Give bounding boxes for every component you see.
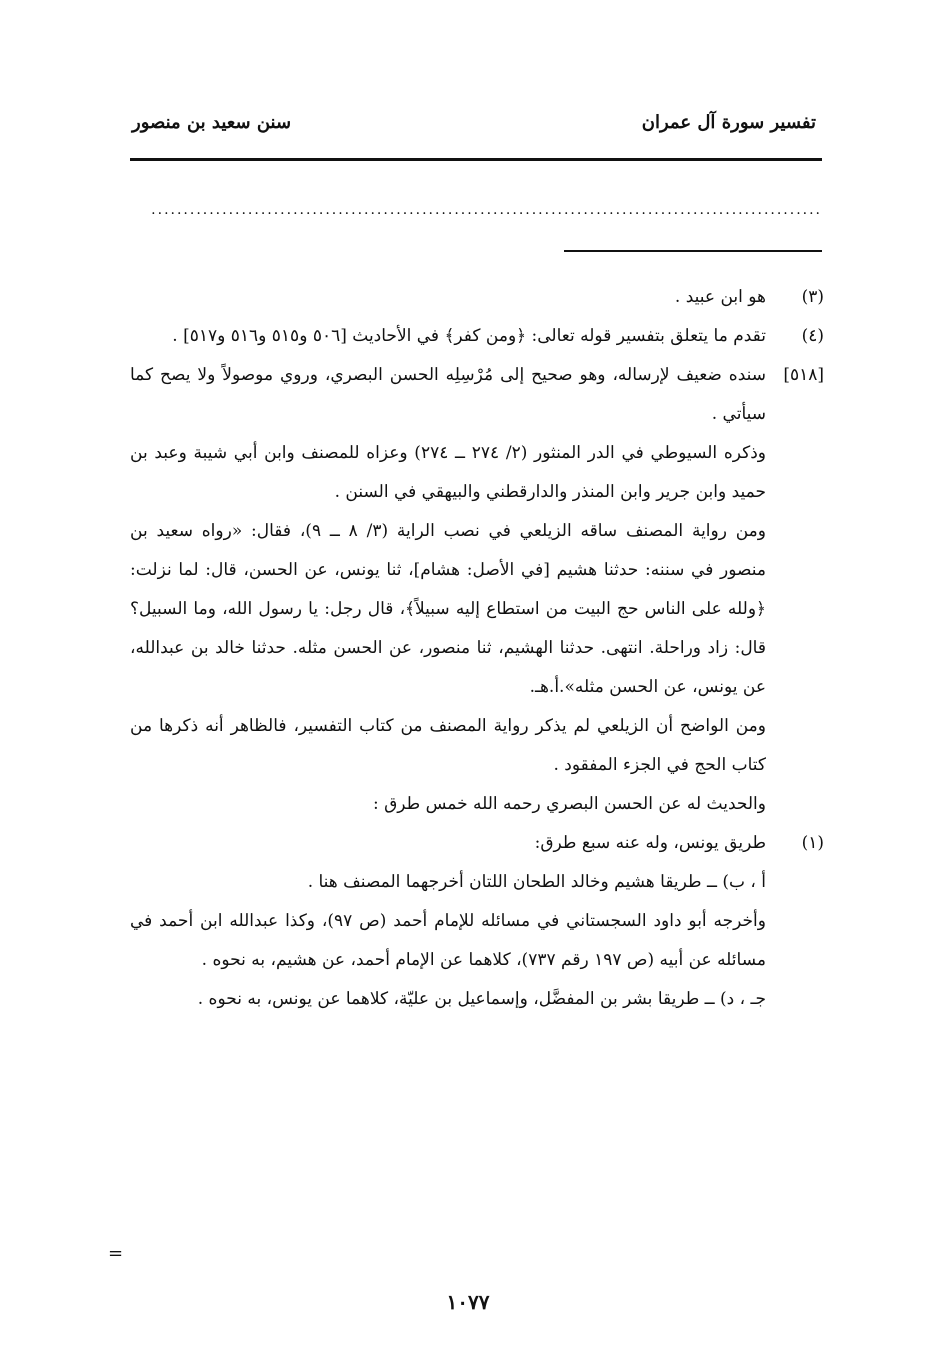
header-rule bbox=[130, 158, 822, 161]
continuation-mark: = bbox=[108, 1243, 124, 1264]
footnote-text: تقدم ما يتعلق بتفسير قوله تعالى: ﴿ومن كفر﴾ في الأحاديث [٥٠٦ و٥١٥ و٥١٦ و٥١٧] . bbox=[172, 326, 766, 346]
sub-paragraph-a-b: أ ، ب) ــ طريقا هشيم وخالد الطحان اللتان أخرجهما المصنف هنا . bbox=[307, 872, 766, 892]
paragraph-conclusion: ومن الواضح أن الزيلعي لم يذكر رواية المصنف من كتاب التفسير، فالظاهر أنه ذكرها من كتاب الحج في الجزء المفقود . bbox=[130, 716, 766, 775]
route-text: طريق يونس، وله عنه سبع طرق: bbox=[534, 833, 766, 853]
footnote-3 bbox=[130, 278, 824, 317]
page-number: ١٠٧٧ bbox=[446, 1290, 490, 1314]
body-text bbox=[130, 278, 824, 1019]
dotted-separator: ........................................................................................................ bbox=[151, 202, 822, 218]
hadith-entry-518 bbox=[130, 356, 824, 434]
route-1 bbox=[130, 824, 824, 863]
entry-text: سنده ضعيف لإرساله، وهو صحيح إلى مُرْسِلِه الحسن البصري، وروي موصولاً ولا يصح كما سيأتي . bbox=[130, 365, 766, 424]
running-header-chapter: تفسير سورة آل عمران bbox=[641, 112, 816, 133]
route-number: (١) bbox=[801, 833, 824, 853]
footnote-number: (٤) bbox=[801, 326, 824, 346]
paragraph-suyuti: وذكره السيوطي في الدر المنثور (٢/ ٢٧٤ ــ ٢٧٤) وعزاه للمصنف وابن أبي شيبة وعبد بن حميد وابن جرير وابن المنذر والدارقطني والبيهقي في السنن . bbox=[130, 443, 766, 502]
paragraph-zaylai: ومن رواية المصنف ساقه الزيلعي في نصب الراية (٣/ ٨ ــ ٩)، فقال: «رواه سعيد بن منصور في سننه: حدثنا هشيم [في الأصل: هشام]، ثنا يونس، عن الحسن، قال: لما نزلت: ﴿ولله على الناس حج البيت من استطاع إليه سبيلاً﴾، قال رجل: يا رسول الله، وما السبيل؟ قال: زاد وراحلة. انتهى. حدثنا الهشيم، ثنا منصور، عن الحسن مثله. حدثنا خالد بن عبدالله، عن يونس، عن الحسن مثله».أ.هـ. bbox=[130, 521, 766, 697]
entry-number: [٥١٨] bbox=[783, 365, 824, 385]
footnote-4 bbox=[130, 317, 824, 356]
sub-paragraph-abu-dawud: وأخرجه أبو داود السجستاني في مسائله للإمام أحمد (ص ٩٧)، وكذا عبدالله ابن أحمد في مسائله عن أبيه (ص ١٩٧ رقم ٧٣٧)، كلاهما عن الإمام أحمد، عن هشيم، به نحوه . bbox=[130, 911, 766, 970]
footnote-rule bbox=[564, 250, 822, 252]
footnote-text: هو ابن عبيد . bbox=[674, 287, 766, 307]
running-header-book: سنن سعيد بن منصور bbox=[132, 112, 292, 133]
footnote-number: (٣) bbox=[801, 287, 824, 307]
sub-paragraph-c-d: جـ ، د) ــ طريقا بشر بن المفضَّل، وإسماعيل بن عليّة، كلاهما عن يونس، به نحوه . bbox=[197, 989, 766, 1009]
paragraph-routes-intro: والحديث له عن الحسن البصري رحمه الله خمس طرق : bbox=[372, 794, 766, 814]
